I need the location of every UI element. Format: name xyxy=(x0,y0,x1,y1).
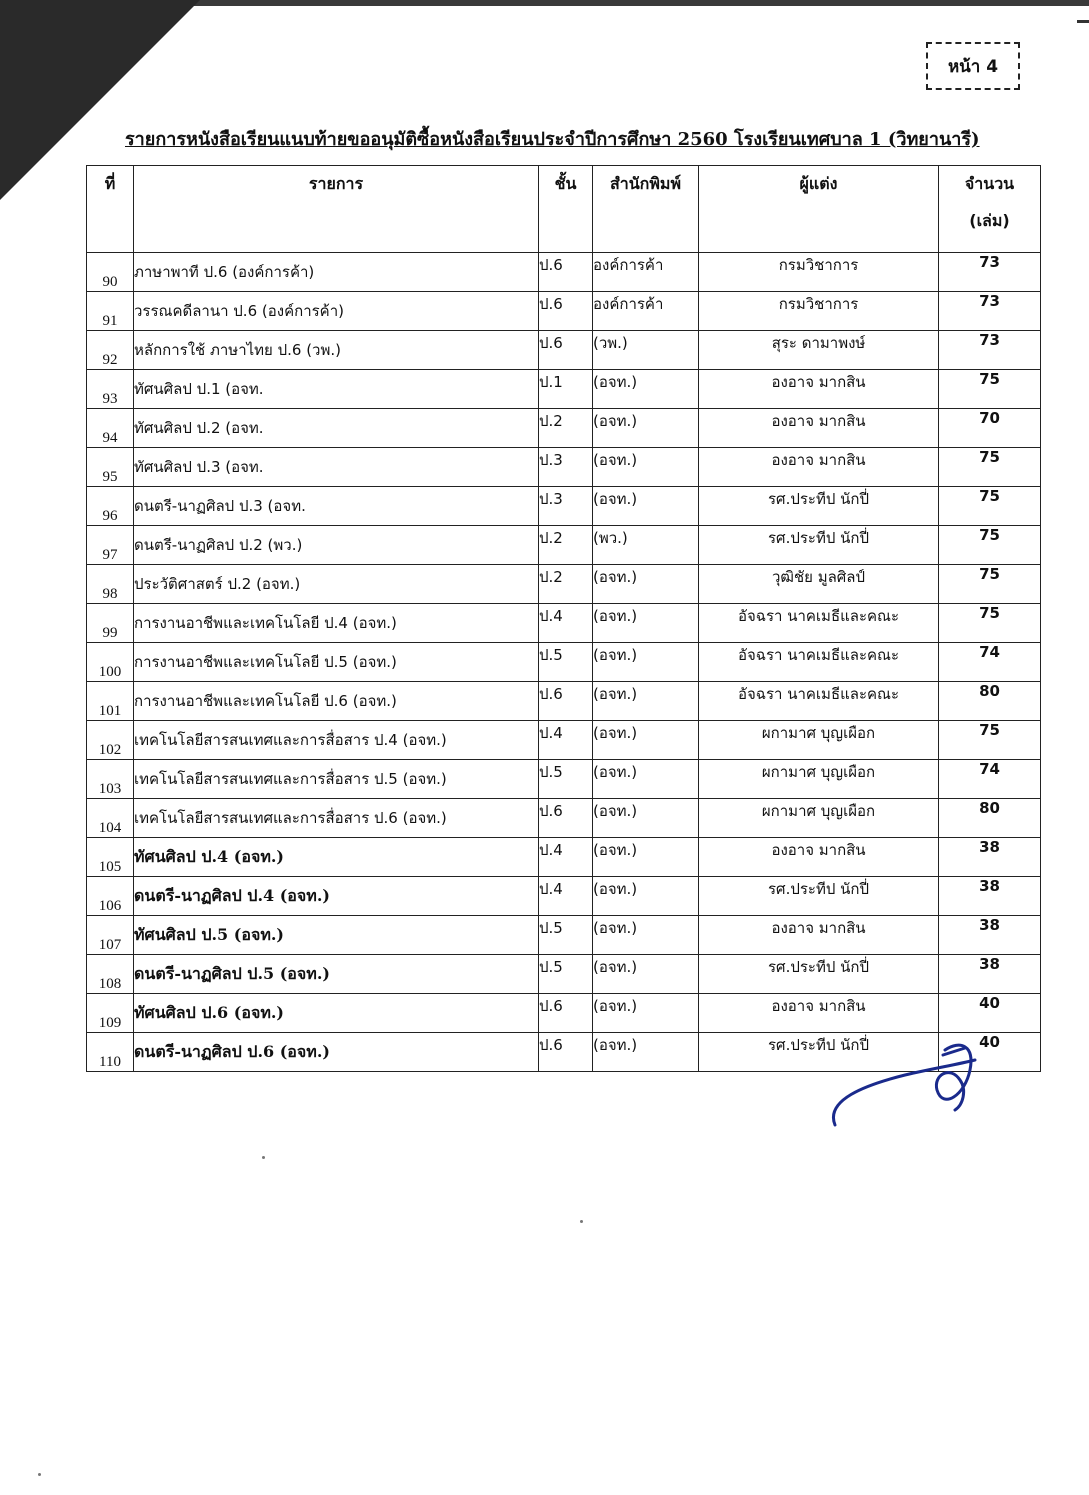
row-title: ดนตรี-นาฏศิลป ป.6 (อจท.) xyxy=(134,1033,539,1072)
row-grade: ป.3 xyxy=(539,487,593,526)
row-author: ผกามาศ บุญเผือก xyxy=(699,721,939,760)
row-publisher: (อจท.) xyxy=(593,838,699,877)
row-number: 91 xyxy=(87,292,134,331)
row-number: 92 xyxy=(87,331,134,370)
row-title: การงานอาชีพและเทคโนโลยี ป.4 (อจท.) xyxy=(134,604,539,643)
scan-edge-mark xyxy=(1077,20,1089,23)
row-publisher: (อจท.) xyxy=(593,721,699,760)
row-publisher: (อจท.) xyxy=(593,448,699,487)
page-number-label: หน้า 4 xyxy=(947,56,999,77)
table-row xyxy=(87,565,1041,604)
row-grade: ป.4 xyxy=(539,838,593,877)
table-row xyxy=(87,292,1041,331)
row-quantity: 80 xyxy=(939,682,1041,721)
table-row xyxy=(87,799,1041,838)
row-grade: ป.5 xyxy=(539,916,593,955)
row-title: วรรณคดีลานา ป.6 (องค์การค้า) xyxy=(134,292,539,331)
book-list-table xyxy=(86,165,1041,1072)
row-publisher: (อจท.) xyxy=(593,604,699,643)
row-number: 98 xyxy=(87,565,134,604)
row-title: ทัศนศิลป ป.4 (อจท.) xyxy=(134,838,539,877)
row-publisher: (อจท.) xyxy=(593,994,699,1033)
row-grade: ป.4 xyxy=(539,877,593,916)
table-row xyxy=(87,409,1041,448)
row-publisher: (อจท.) xyxy=(593,682,699,721)
row-title: ทัศนศิลป ป.2 (อจท. xyxy=(134,409,539,448)
row-quantity: 74 xyxy=(939,643,1041,682)
row-number: 90 xyxy=(87,253,134,292)
row-quantity: 74 xyxy=(939,760,1041,799)
header-qty-unit: (เล่ม) xyxy=(969,211,1010,230)
row-quantity: 40 xyxy=(939,1033,1041,1072)
row-grade: ป.6 xyxy=(539,994,593,1033)
header-no: ที่ xyxy=(87,166,134,253)
scan-speck xyxy=(262,1156,265,1159)
row-title: การงานอาชีพและเทคโนโลยี ป.5 (อจท.) xyxy=(134,643,539,682)
row-publisher: (อจท.) xyxy=(593,955,699,994)
row-author: องอาจ มากสิน xyxy=(699,448,939,487)
row-number: 106 xyxy=(87,877,134,916)
table-row xyxy=(87,331,1041,370)
row-number: 94 xyxy=(87,409,134,448)
row-author: รศ.ประทีป นักปี่ xyxy=(699,526,939,565)
row-title: ภาษาพาที ป.6 (องค์การค้า) xyxy=(134,253,539,292)
row-number: 102 xyxy=(87,721,134,760)
row-publisher: (อจท.) xyxy=(593,370,699,409)
row-quantity: 73 xyxy=(939,292,1041,331)
row-grade: ป.6 xyxy=(539,799,593,838)
table-row xyxy=(87,682,1041,721)
row-title: ทัศนศิลป ป.1 (อจท. xyxy=(134,370,539,409)
row-author: อัจฉรา นาคเมธีและคณะ xyxy=(699,682,939,721)
row-number: 105 xyxy=(87,838,134,877)
table-row xyxy=(87,487,1041,526)
table-row xyxy=(87,994,1041,1033)
row-grade: ป.2 xyxy=(539,409,593,448)
row-title: ประวัติศาสตร์ ป.2 (อจท.) xyxy=(134,565,539,604)
row-author: รศ.ประทีป นักปี่ xyxy=(699,487,939,526)
row-author: ผกามาศ บุญเผือก xyxy=(699,799,939,838)
row-title: ทัศนศิลป ป.5 (อจท.) xyxy=(134,916,539,955)
row-number: 110 xyxy=(87,1033,134,1072)
row-number: 97 xyxy=(87,526,134,565)
row-author: วุฒิชัย มูลศิลป์ xyxy=(699,565,939,604)
row-grade: ป.6 xyxy=(539,1033,593,1072)
row-number: 96 xyxy=(87,487,134,526)
row-number: 109 xyxy=(87,994,134,1033)
row-publisher: (อจท.) xyxy=(593,760,699,799)
table-row xyxy=(87,838,1041,877)
row-grade: ป.5 xyxy=(539,643,593,682)
row-quantity: 75 xyxy=(939,370,1041,409)
row-title: เทคโนโลยีสารสนเทศและการสื่อสาร ป.5 (อจท.) xyxy=(134,760,539,799)
row-author: ผกามาศ บุญเผือก xyxy=(699,760,939,799)
header-publisher: สำนักพิมพ์ xyxy=(593,166,699,253)
row-publisher: (อจท.) xyxy=(593,487,699,526)
row-quantity: 38 xyxy=(939,916,1041,955)
row-author: รศ.ประทีป นักปี่ xyxy=(699,1033,939,1072)
header-qty-label: จำนวน xyxy=(964,174,1015,193)
scan-speck xyxy=(580,1220,583,1223)
row-number: 104 xyxy=(87,799,134,838)
row-publisher: (วพ.) xyxy=(593,331,699,370)
row-number: 103 xyxy=(87,760,134,799)
row-author: องอาจ มากสิน xyxy=(699,838,939,877)
row-quantity: 75 xyxy=(939,604,1041,643)
row-title: ดนตรี-นาฏศิลป ป.2 (พว.) xyxy=(134,526,539,565)
row-author: รศ.ประทีป นักปี่ xyxy=(699,955,939,994)
row-quantity: 75 xyxy=(939,487,1041,526)
row-publisher: องค์การค้า xyxy=(593,292,699,331)
table-row xyxy=(87,526,1041,565)
row-grade: ป.4 xyxy=(539,604,593,643)
row-author: รศ.ประทีป นักปี่ xyxy=(699,877,939,916)
row-quantity: 75 xyxy=(939,721,1041,760)
row-title: การงานอาชีพและเทคโนโลยี ป.6 (อจท.) xyxy=(134,682,539,721)
row-quantity: 75 xyxy=(939,526,1041,565)
table-row xyxy=(87,448,1041,487)
row-quantity: 38 xyxy=(939,877,1041,916)
handwritten-signature xyxy=(825,1030,1005,1140)
row-author: องอาจ มากสิน xyxy=(699,994,939,1033)
row-quantity: 38 xyxy=(939,838,1041,877)
table-row xyxy=(87,604,1041,643)
row-publisher: (อจท.) xyxy=(593,409,699,448)
row-title: เทคโนโลยีสารสนเทศและการสื่อสาร ป.4 (อจท.) xyxy=(134,721,539,760)
row-title: ทัศนศิลป ป.6 (อจท.) xyxy=(134,994,539,1033)
row-quantity: 80 xyxy=(939,799,1041,838)
row-grade: ป.5 xyxy=(539,760,593,799)
row-title: ทัศนศิลป ป.3 (อจท. xyxy=(134,448,539,487)
row-quantity: 73 xyxy=(939,331,1041,370)
row-quantity: 73 xyxy=(939,253,1041,292)
row-quantity: 75 xyxy=(939,448,1041,487)
row-author: อัจฉรา นาคเมธีและคณะ xyxy=(699,643,939,682)
row-author: อัจฉรา นาคเมธีและคณะ xyxy=(699,604,939,643)
row-author: องอาจ มากสิน xyxy=(699,409,939,448)
row-publisher: (อจท.) xyxy=(593,877,699,916)
row-number: 99 xyxy=(87,604,134,643)
row-grade: ป.6 xyxy=(539,292,593,331)
table-row xyxy=(87,643,1041,682)
table-row xyxy=(87,877,1041,916)
row-author: กรมวิชาการ xyxy=(699,292,939,331)
header-title: รายการ xyxy=(134,166,539,253)
row-number: 107 xyxy=(87,916,134,955)
table-row xyxy=(87,370,1041,409)
row-grade: ป.3 xyxy=(539,448,593,487)
table-body xyxy=(87,253,1041,1072)
row-number: 100 xyxy=(87,643,134,682)
row-grade: ป.6 xyxy=(539,682,593,721)
row-grade: ป.6 xyxy=(539,331,593,370)
row-publisher: (อจท.) xyxy=(593,643,699,682)
row-quantity: 38 xyxy=(939,955,1041,994)
row-title: ดนตรี-นาฏศิลป ป.3 (อจท. xyxy=(134,487,539,526)
row-publisher: (อจท.) xyxy=(593,1033,699,1072)
row-author: องอาจ มากสิน xyxy=(699,916,939,955)
row-quantity: 75 xyxy=(939,565,1041,604)
header-grade: ชั้น xyxy=(539,166,593,253)
row-number: 93 xyxy=(87,370,134,409)
row-number: 108 xyxy=(87,955,134,994)
page-number-box xyxy=(926,42,1020,90)
row-publisher: องค์การค้า xyxy=(593,253,699,292)
document-title: รายการหนังสือเรียนแนบท้ายขออนุมัติซื้อหนังสือเรียนประจำปีการศึกษา 2560 โรงเรียนเทศบาล 1 (วิทยานารี) xyxy=(125,129,980,150)
table-row xyxy=(87,955,1041,994)
row-title: ดนตรี-นาฏศิลป ป.5 (อจท.) xyxy=(134,955,539,994)
row-publisher: (อจท.) xyxy=(593,799,699,838)
row-title: หลักการใช้ ภาษาไทย ป.6 (วพ.) xyxy=(134,331,539,370)
scan-speck xyxy=(38,1473,41,1476)
row-quantity: 40 xyxy=(939,994,1041,1033)
row-grade: ป.4 xyxy=(539,721,593,760)
row-grade: ป.6 xyxy=(539,253,593,292)
row-grade: ป.1 xyxy=(539,370,593,409)
row-author: องอาจ มากสิน xyxy=(699,370,939,409)
row-title: ดนตรี-นาฏศิลป ป.4 (อจท.) xyxy=(134,877,539,916)
header-author: ผู้แต่ง xyxy=(699,166,939,253)
row-publisher: (พว.) xyxy=(593,526,699,565)
table-row xyxy=(87,721,1041,760)
table-row xyxy=(87,760,1041,799)
row-grade: ป.2 xyxy=(539,565,593,604)
row-title: เทคโนโลยีสารสนเทศและการสื่อสาร ป.6 (อจท.) xyxy=(134,799,539,838)
table-header-row xyxy=(87,166,1041,253)
row-publisher: (อจท.) xyxy=(593,565,699,604)
row-author: สุระ ดามาพงษ์ xyxy=(699,331,939,370)
table-row xyxy=(87,253,1041,292)
row-author: กรมวิชาการ xyxy=(699,253,939,292)
row-number: 101 xyxy=(87,682,134,721)
row-number: 95 xyxy=(87,448,134,487)
header-qty xyxy=(939,166,1041,253)
row-quantity: 70 xyxy=(939,409,1041,448)
row-grade: ป.5 xyxy=(539,955,593,994)
table-row xyxy=(87,916,1041,955)
row-grade: ป.2 xyxy=(539,526,593,565)
row-publisher: (อจท.) xyxy=(593,916,699,955)
